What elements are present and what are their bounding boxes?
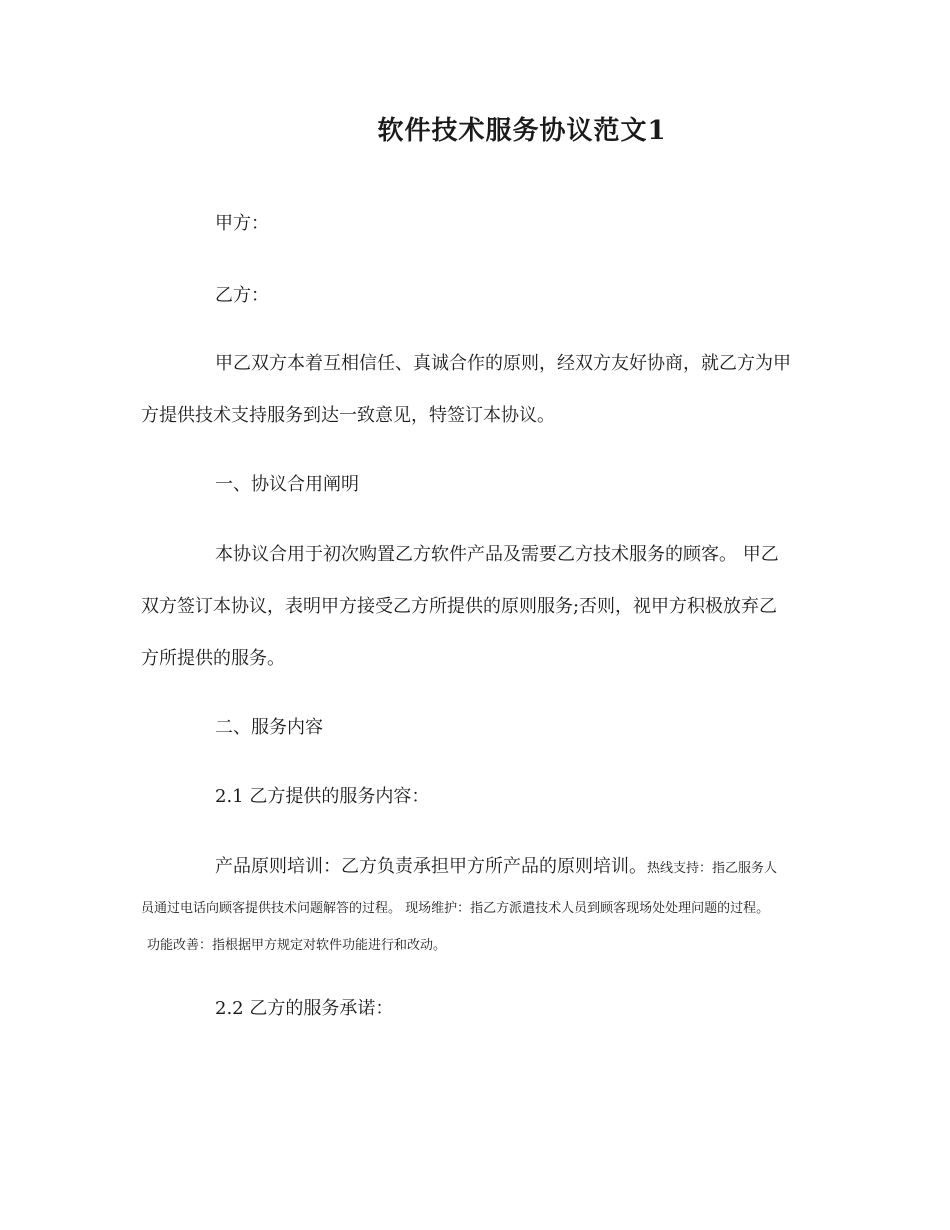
section-2-1-heading: 2.1 乙方提供的服务内容：	[215, 786, 430, 807]
service-training-text: 产品原则培训：乙方负责承担甲方所产品的原则培训。	[215, 856, 647, 877]
document-title: 软件技术服务协议范文1	[377, 116, 667, 146]
party-a-label: 甲方：	[215, 213, 269, 234]
intro-line-1: 甲乙双方本着互相信任、真诚合作的原则，经双方友好协商，就乙方为甲	[215, 353, 791, 374]
section-1-line-1: 本协议合用于初次购置乙方软件产品及需要乙方技术服务的顾客。 甲乙	[215, 544, 779, 565]
party-b-label: 乙方：	[215, 285, 269, 306]
section-1-heading: 一、协议合用阐明	[215, 474, 359, 495]
service-paragraph-line-1	[215, 855, 777, 881]
service-hotline-text: 热线支持：指乙服务人	[647, 861, 778, 876]
section-2-2-heading: 2.2 乙方的服务承诺：	[215, 998, 394, 1019]
section-2-heading: 二、服务内容	[215, 717, 323, 738]
section-1-line-3: 方所提供的服务。	[141, 648, 285, 669]
section-1-line-2: 双方签订本协议，表明甲方接受乙方所提供的原则服务;否则，视甲方积极放弃乙	[141, 596, 778, 617]
intro-line-2: 方提供技术支持服务到达一致意见，特签订本协议。	[141, 405, 555, 426]
service-paragraph-line-2: 员通过电话向顾客提供技术问题解答的过程。 现场维护：指乙方派遣技术人员到顾客现场处处理问题的过程。	[141, 901, 770, 916]
service-paragraph-line-3: 功能改善：指根据甲方规定对软件功能进行和改动。	[147, 938, 447, 953]
